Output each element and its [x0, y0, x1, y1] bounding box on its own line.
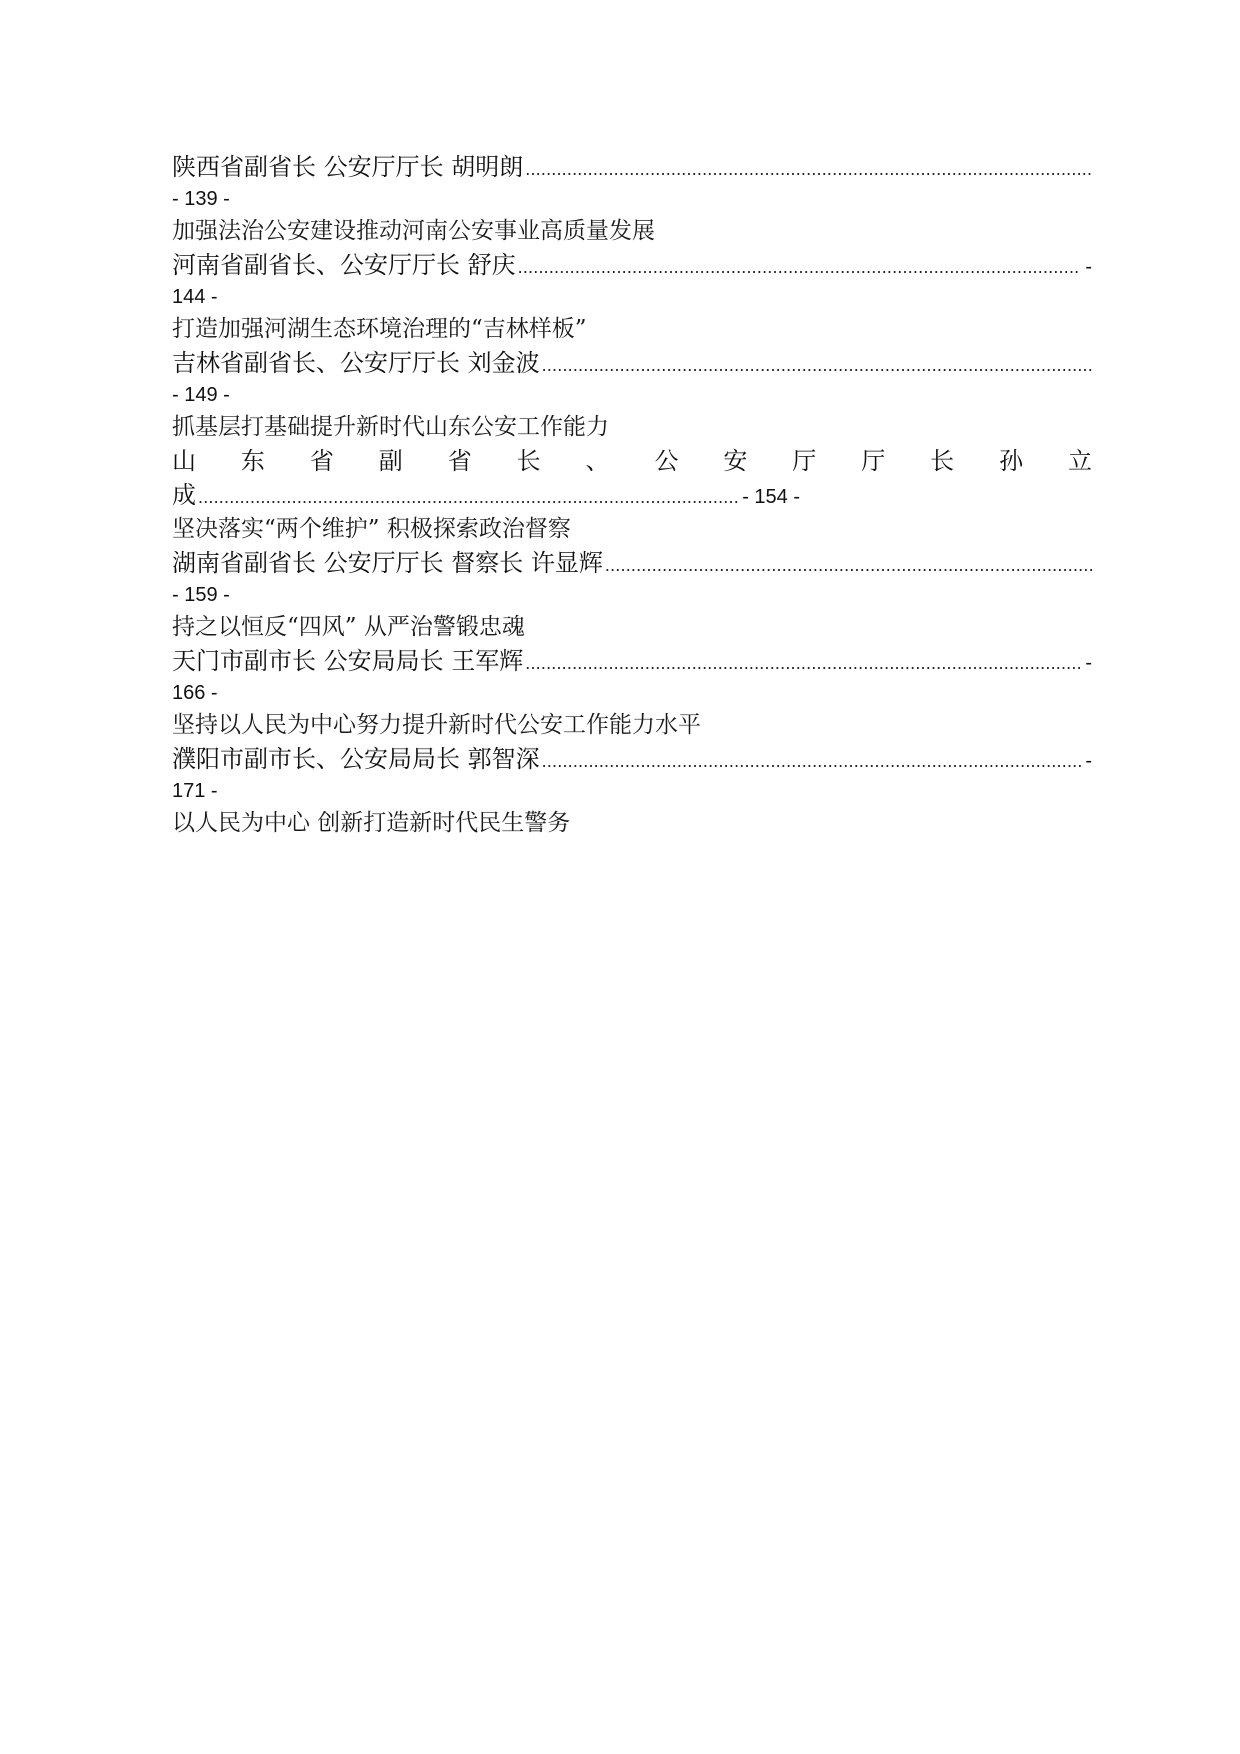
dot-leader	[523, 646, 1081, 678]
toc-author-line[interactable]	[172, 346, 1092, 380]
toc-author-line[interactable]	[172, 478, 800, 512]
dot-leader	[540, 348, 1092, 380]
toc-title[interactable]: 抓基层打基础提升新时代山东公安工作能力	[172, 414, 609, 440]
author-name: 陕西省副省长 公安厅厅长 胡明朗	[172, 153, 524, 181]
author-char: 东	[240, 447, 265, 475]
author-char: 孙	[999, 447, 1024, 475]
author-name: 成	[172, 481, 196, 509]
toc-title[interactable]: 打造加强河湖生态环境治理的“吉林样板”	[172, 316, 587, 342]
page-number: 166 -	[172, 682, 218, 704]
author-char: 公	[654, 447, 679, 475]
author-char: 省	[309, 447, 334, 475]
dot-leader	[196, 480, 738, 512]
author-char: 厅	[861, 447, 886, 475]
toc-author-line-justified[interactable]	[172, 444, 1092, 478]
author-char: 省	[447, 447, 472, 475]
author-char: 安	[723, 447, 748, 475]
author-name: 天门市副市长 公安局局长 王军辉	[172, 647, 524, 675]
page-number: - 139 -	[172, 188, 230, 210]
toc-author-line[interactable]	[172, 248, 1092, 282]
author-name: 湖南省副省长 公安厅厅长 督察长 许显辉	[172, 549, 603, 577]
page-number: - 149 -	[172, 384, 230, 406]
page-number: -	[1085, 256, 1092, 278]
author-char: 副	[378, 447, 403, 475]
author-char: 立	[1067, 447, 1092, 475]
author-name: 濮阳市副市长、公安局局长 郭智深	[172, 745, 540, 773]
page-number: 171 -	[172, 780, 218, 802]
dot-leader	[516, 250, 1082, 282]
toc-author-line[interactable]	[172, 150, 1092, 184]
author-char: 长	[516, 447, 541, 475]
toc-author-line[interactable]	[172, 546, 1092, 580]
author-name: 吉林省副省长、公安厅厅长 刘金波	[172, 349, 540, 377]
toc-author-line[interactable]	[172, 742, 1092, 776]
dot-leader	[603, 548, 1092, 580]
author-char: 长	[930, 447, 955, 475]
toc-title[interactable]: 加强法治公安建设推动河南公安事业高质量发展	[172, 218, 655, 244]
page-number: - 159 -	[172, 584, 230, 606]
page-number: - 154 -	[742, 486, 800, 508]
dot-leader	[540, 744, 1082, 776]
toc-title[interactable]: 坚持以人民为中心努力提升新时代公安工作能力水平	[172, 712, 701, 738]
toc-title[interactable]: 以人民为中心 创新打造新时代民生警务	[172, 810, 571, 836]
page-number: -	[1085, 750, 1092, 772]
page-number: -	[1085, 652, 1092, 674]
author-char: 、	[585, 447, 610, 475]
toc-title[interactable]: 坚决落实“两个维护” 积极探索政治督察	[172, 516, 571, 542]
toc-author-line[interactable]	[172, 644, 1092, 678]
dot-leader	[523, 152, 1092, 184]
table-of-contents	[172, 150, 1092, 840]
author-name: 河南省副省长、公安厅厅长 舒庆	[172, 251, 516, 279]
author-char: 厅	[792, 447, 817, 475]
page-number: 144 -	[172, 286, 218, 308]
author-char: 山	[172, 447, 196, 475]
toc-title[interactable]: 持之以恒反“四风” 从严治警锻忠魂	[172, 614, 525, 640]
